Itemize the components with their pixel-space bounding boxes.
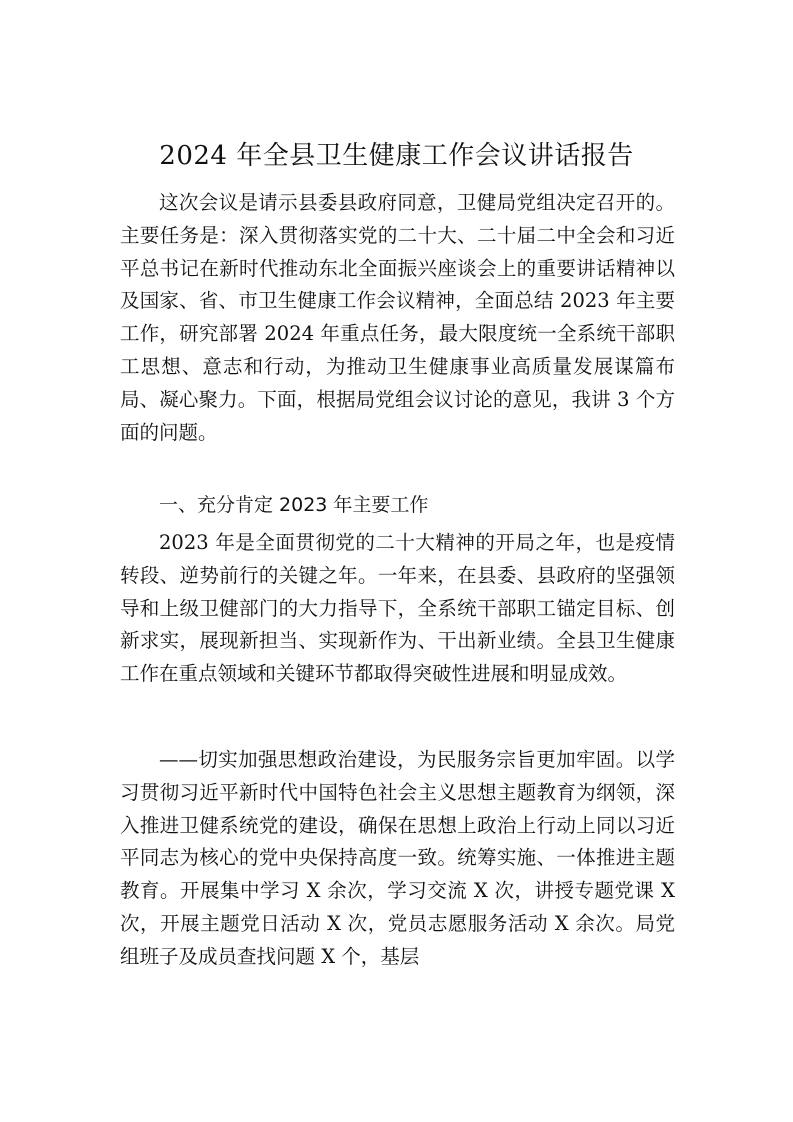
section1-paragraph-1: 2023 年是全面贯彻党的二十大精神的开局之年，也是疫情转段、逆势前行的关键之年。一年来，在县委、县政府的坚强领导和上级卫健部门的大力指导下，全系统干部职工锚定目标、创新求实，展现新担当、实现新作为、干出新业绩。全县卫生健康工作在重点领域和关键环节都取得突破性进展和明显成效。 bbox=[120, 531, 675, 686]
section1-block-2 bbox=[120, 744, 675, 974]
section1-paragraph-2: ——切实加强思想政治建设，为民服务宗旨更加牢固。以学习贯彻习近平新时代中国特色社会主义思想主题教育为纲领，深入推进卫健系统党的建设，确保在思想上政治上行动上同以习近平同志为核心的党中央保持高度一致。统筹实施、一体推进主题教育。开展集中学习 X 余次，学习交流 X 次，讲授专题党课 X 次，开展主题党日活动 X 次，党员志愿服务活动 X 余次。局党组班子及成员查找问题 X 个，基层 bbox=[120, 748, 675, 968]
intro-block bbox=[120, 187, 675, 449]
intro-paragraph: 这次会议是请示县委县政府同意，卫健局党组决定召开的。主要任务是：深入贯彻落实党的二十大、二十届二中全会和习近平总书记在新时代推动东北全面振兴座谈会上的重要讲话精神以及国家、省、市卫生健康工作会议精神，全面总结 2023 年主要工作，研究部署 2024 年重点任务，最大限度统一全系统干部职工思想、意志和行动，为推动卫生健康事业高质量发展谋篇布局、凝心聚力。下面，根据局党组会议讨论的意见，我讲 3 个方面的问题。 bbox=[120, 191, 675, 444]
section1-block-1 bbox=[120, 527, 675, 691]
section-heading: 一、充分肯定 2023 年主要工作 bbox=[159, 494, 429, 516]
document-title: 2024 年全县卫生健康工作会议讲话报告 bbox=[159, 141, 634, 171]
